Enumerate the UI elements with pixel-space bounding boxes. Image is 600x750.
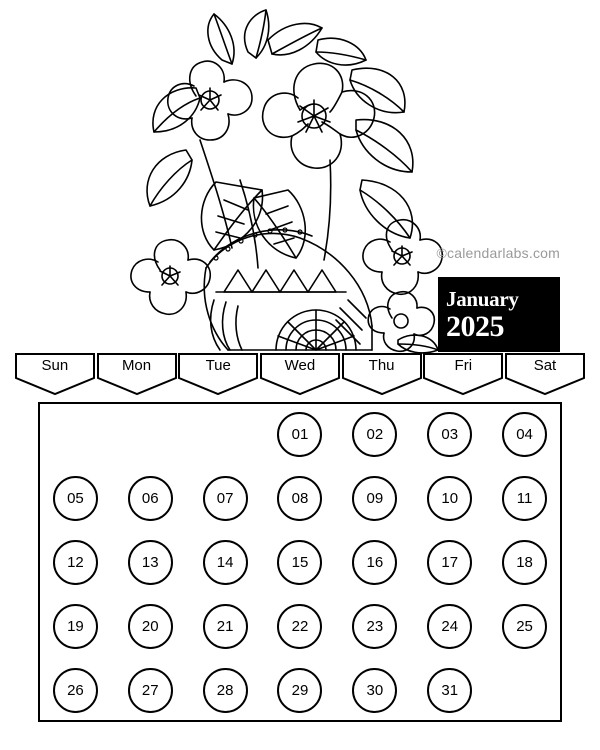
year-label: 2025 [446, 309, 504, 343]
day-cell [38, 466, 113, 530]
day-circle[interactable]: 11 [502, 476, 547, 521]
day-cell [38, 402, 113, 466]
day-cell [263, 658, 338, 722]
day-circle[interactable]: 14 [203, 540, 248, 585]
day-circle[interactable]: 15 [277, 540, 322, 585]
day-cell [263, 530, 338, 594]
day-circle[interactable]: 09 [352, 476, 397, 521]
day-circle[interactable]: 12 [53, 540, 98, 585]
day-cell [337, 658, 412, 722]
day-circle[interactable]: 27 [128, 668, 173, 713]
day-circle-empty [502, 668, 547, 713]
day-cell [412, 594, 487, 658]
weekday-cell-wed [259, 352, 341, 396]
day-cell [113, 658, 188, 722]
day-circle[interactable]: 31 [427, 668, 472, 713]
day-circle[interactable]: 21 [203, 604, 248, 649]
calendar-grid [38, 402, 562, 722]
day-cell [113, 466, 188, 530]
day-cell [412, 466, 487, 530]
day-circle[interactable]: 23 [352, 604, 397, 649]
day-cell [113, 530, 188, 594]
day-cell [337, 466, 412, 530]
day-cell [412, 658, 487, 722]
weekday-cell-sat [504, 352, 586, 396]
month-label: January [446, 286, 519, 311]
day-cell [337, 530, 412, 594]
month-year-plate [438, 277, 560, 352]
day-circle[interactable]: 16 [352, 540, 397, 585]
watermark-text: ©calendarlabs.com [436, 245, 560, 261]
day-circle[interactable]: 01 [277, 412, 322, 457]
weekday-label: Mon [121, 357, 152, 374]
weekday-cell-thu [341, 352, 423, 396]
day-circle[interactable]: 06 [128, 476, 173, 521]
weekday-label: Sun [41, 357, 69, 374]
day-cell [337, 594, 412, 658]
day-circle[interactable]: 26 [53, 668, 98, 713]
day-circle[interactable]: 08 [277, 476, 322, 521]
day-cell [113, 402, 188, 466]
weekday-header-row [14, 352, 586, 396]
weekday-cell-mon [96, 352, 178, 396]
day-cell [487, 658, 562, 722]
day-cell [38, 658, 113, 722]
day-circle-empty [53, 412, 98, 457]
weekday-label: Sat [533, 357, 557, 374]
day-circle[interactable]: 13 [128, 540, 173, 585]
day-circle-empty [203, 412, 248, 457]
day-circle[interactable]: 19 [53, 604, 98, 649]
day-circle-empty [128, 412, 173, 457]
day-circle[interactable]: 29 [277, 668, 322, 713]
day-circle[interactable]: 18 [502, 540, 547, 585]
day-cell [263, 402, 338, 466]
day-cell [487, 466, 562, 530]
day-circle[interactable]: 20 [128, 604, 173, 649]
day-circle[interactable]: 05 [53, 476, 98, 521]
day-circle[interactable]: 30 [352, 668, 397, 713]
day-circle[interactable]: 24 [427, 604, 472, 649]
day-circle[interactable]: 28 [203, 668, 248, 713]
weekday-label: Fri [454, 357, 473, 374]
day-cell [412, 402, 487, 466]
day-cell [188, 402, 263, 466]
day-cell [487, 530, 562, 594]
weekday-cell-sun [14, 352, 96, 396]
day-circle[interactable]: 22 [277, 604, 322, 649]
day-cell [487, 402, 562, 466]
day-circle[interactable]: 07 [203, 476, 248, 521]
day-cell [263, 594, 338, 658]
day-cell [188, 594, 263, 658]
day-cell [188, 466, 263, 530]
day-cell [337, 402, 412, 466]
day-circle[interactable]: 10 [427, 476, 472, 521]
day-circle[interactable]: 04 [502, 412, 547, 457]
day-cell [113, 594, 188, 658]
weekday-cell-tue [177, 352, 259, 396]
weekday-label: Wed [284, 357, 316, 374]
weekday-label: Tue [205, 357, 231, 374]
day-cell [38, 530, 113, 594]
day-circle[interactable]: 25 [502, 604, 547, 649]
day-cell [188, 658, 263, 722]
day-cell [38, 594, 113, 658]
day-circle[interactable]: 17 [427, 540, 472, 585]
day-circle[interactable]: 02 [352, 412, 397, 457]
weekday-label: Thu [368, 357, 395, 374]
day-cell [263, 466, 338, 530]
weekday-cell-fri [422, 352, 504, 396]
day-cell [188, 530, 263, 594]
day-cell [487, 594, 562, 658]
day-cell [412, 530, 487, 594]
day-circle[interactable]: 03 [427, 412, 472, 457]
